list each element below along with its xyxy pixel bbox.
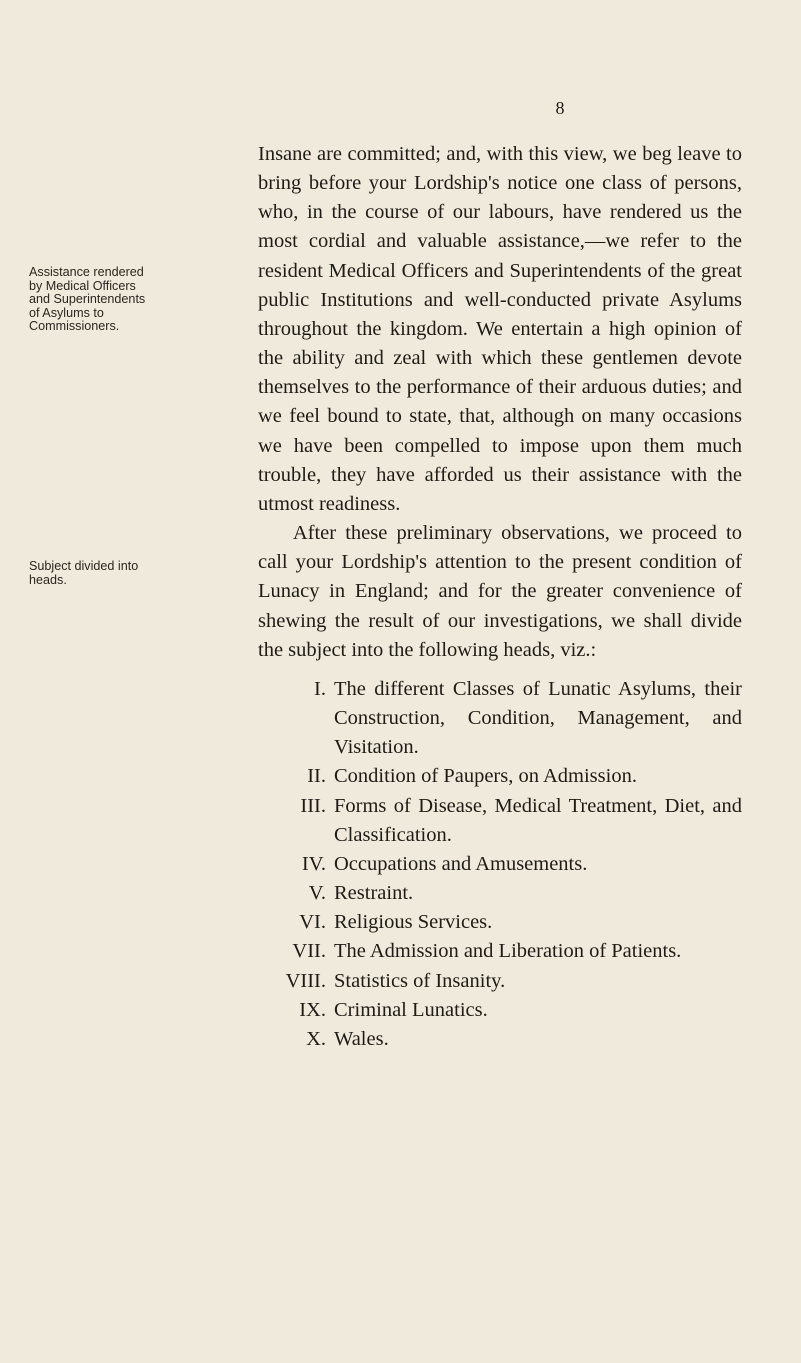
head-text: Statistics of Insanity.	[334, 969, 506, 992]
margin-note-subject-divided: Subject divided into heads.	[29, 559, 139, 587]
margin-note-assistance: Assistance rendered by Medical Officers and Superintendents of Asylums to Commissioners.	[29, 265, 146, 334]
head-number: IV.	[301, 852, 326, 875]
head-text: The different Classes of Lunatic Asylums, their Construction, Condition, Management, and Visitation.	[334, 678, 742, 759]
head-text: Restraint.	[334, 882, 414, 905]
head-number: II.	[307, 765, 326, 788]
head-number: IX.	[299, 998, 326, 1021]
head-text: Wales.	[334, 1027, 389, 1050]
list-item	[258, 879, 742, 908]
page-number: 8	[555, 98, 565, 118]
list-item	[258, 850, 742, 879]
head-number: VI.	[299, 911, 326, 934]
head-text: The Admission and Liberation of Patients.	[334, 940, 682, 963]
head-text: Forms of Disease, Medical Treatment, Diet, and Classification.	[334, 794, 742, 846]
head-text: Religious Services.	[334, 911, 493, 934]
paragraph-acknowledgement: Insane are committed; and, with this view, we beg leave to bring before your Lordship's notice one class of persons, who, in the course of our labours, have rendered us the most cordial and valuable assistance,—we refer to the resident Medical Officers and Superintendents of the great public Institutions and well-conducted private Asylums throughout the kingdom. We entertain a high opinion of the ability and zeal with which these gentlemen devote themselves to the performance of their arduous duties; and we feel bound to state, that, although on many occasions we have been compelled to impose upon them much trouble, they have afforded us their assistance with the utmost readiness.	[258, 143, 742, 515]
head-number: X.	[306, 1027, 326, 1050]
list-item	[258, 937, 742, 966]
head-text: Criminal Lunatics.	[334, 998, 488, 1021]
head-number: I.	[314, 678, 326, 700]
head-text: Condition of Paupers, on Admission.	[334, 765, 637, 788]
list-item	[258, 908, 742, 937]
heads-list	[258, 675, 742, 1054]
list-item	[258, 996, 742, 1025]
head-text: Occupations and Amusements.	[334, 852, 588, 875]
head-number: V.	[308, 882, 326, 905]
paragraph-introduction: After these preliminary observations, we proceed to call your Lordship's attention to the present condition of Lunacy in England; and for the greater convenience of shewing the result of our investigations, we shall divide the subject into the following heads, viz.:	[258, 522, 742, 661]
list-item	[258, 967, 742, 996]
head-number: VII.	[292, 940, 326, 963]
list-item	[258, 792, 742, 850]
list-item	[258, 762, 742, 791]
head-number: VIII.	[285, 969, 326, 992]
head-number: III.	[300, 794, 326, 817]
body-text	[258, 140, 742, 665]
list-item	[258, 1025, 742, 1054]
list-item	[258, 675, 742, 762]
